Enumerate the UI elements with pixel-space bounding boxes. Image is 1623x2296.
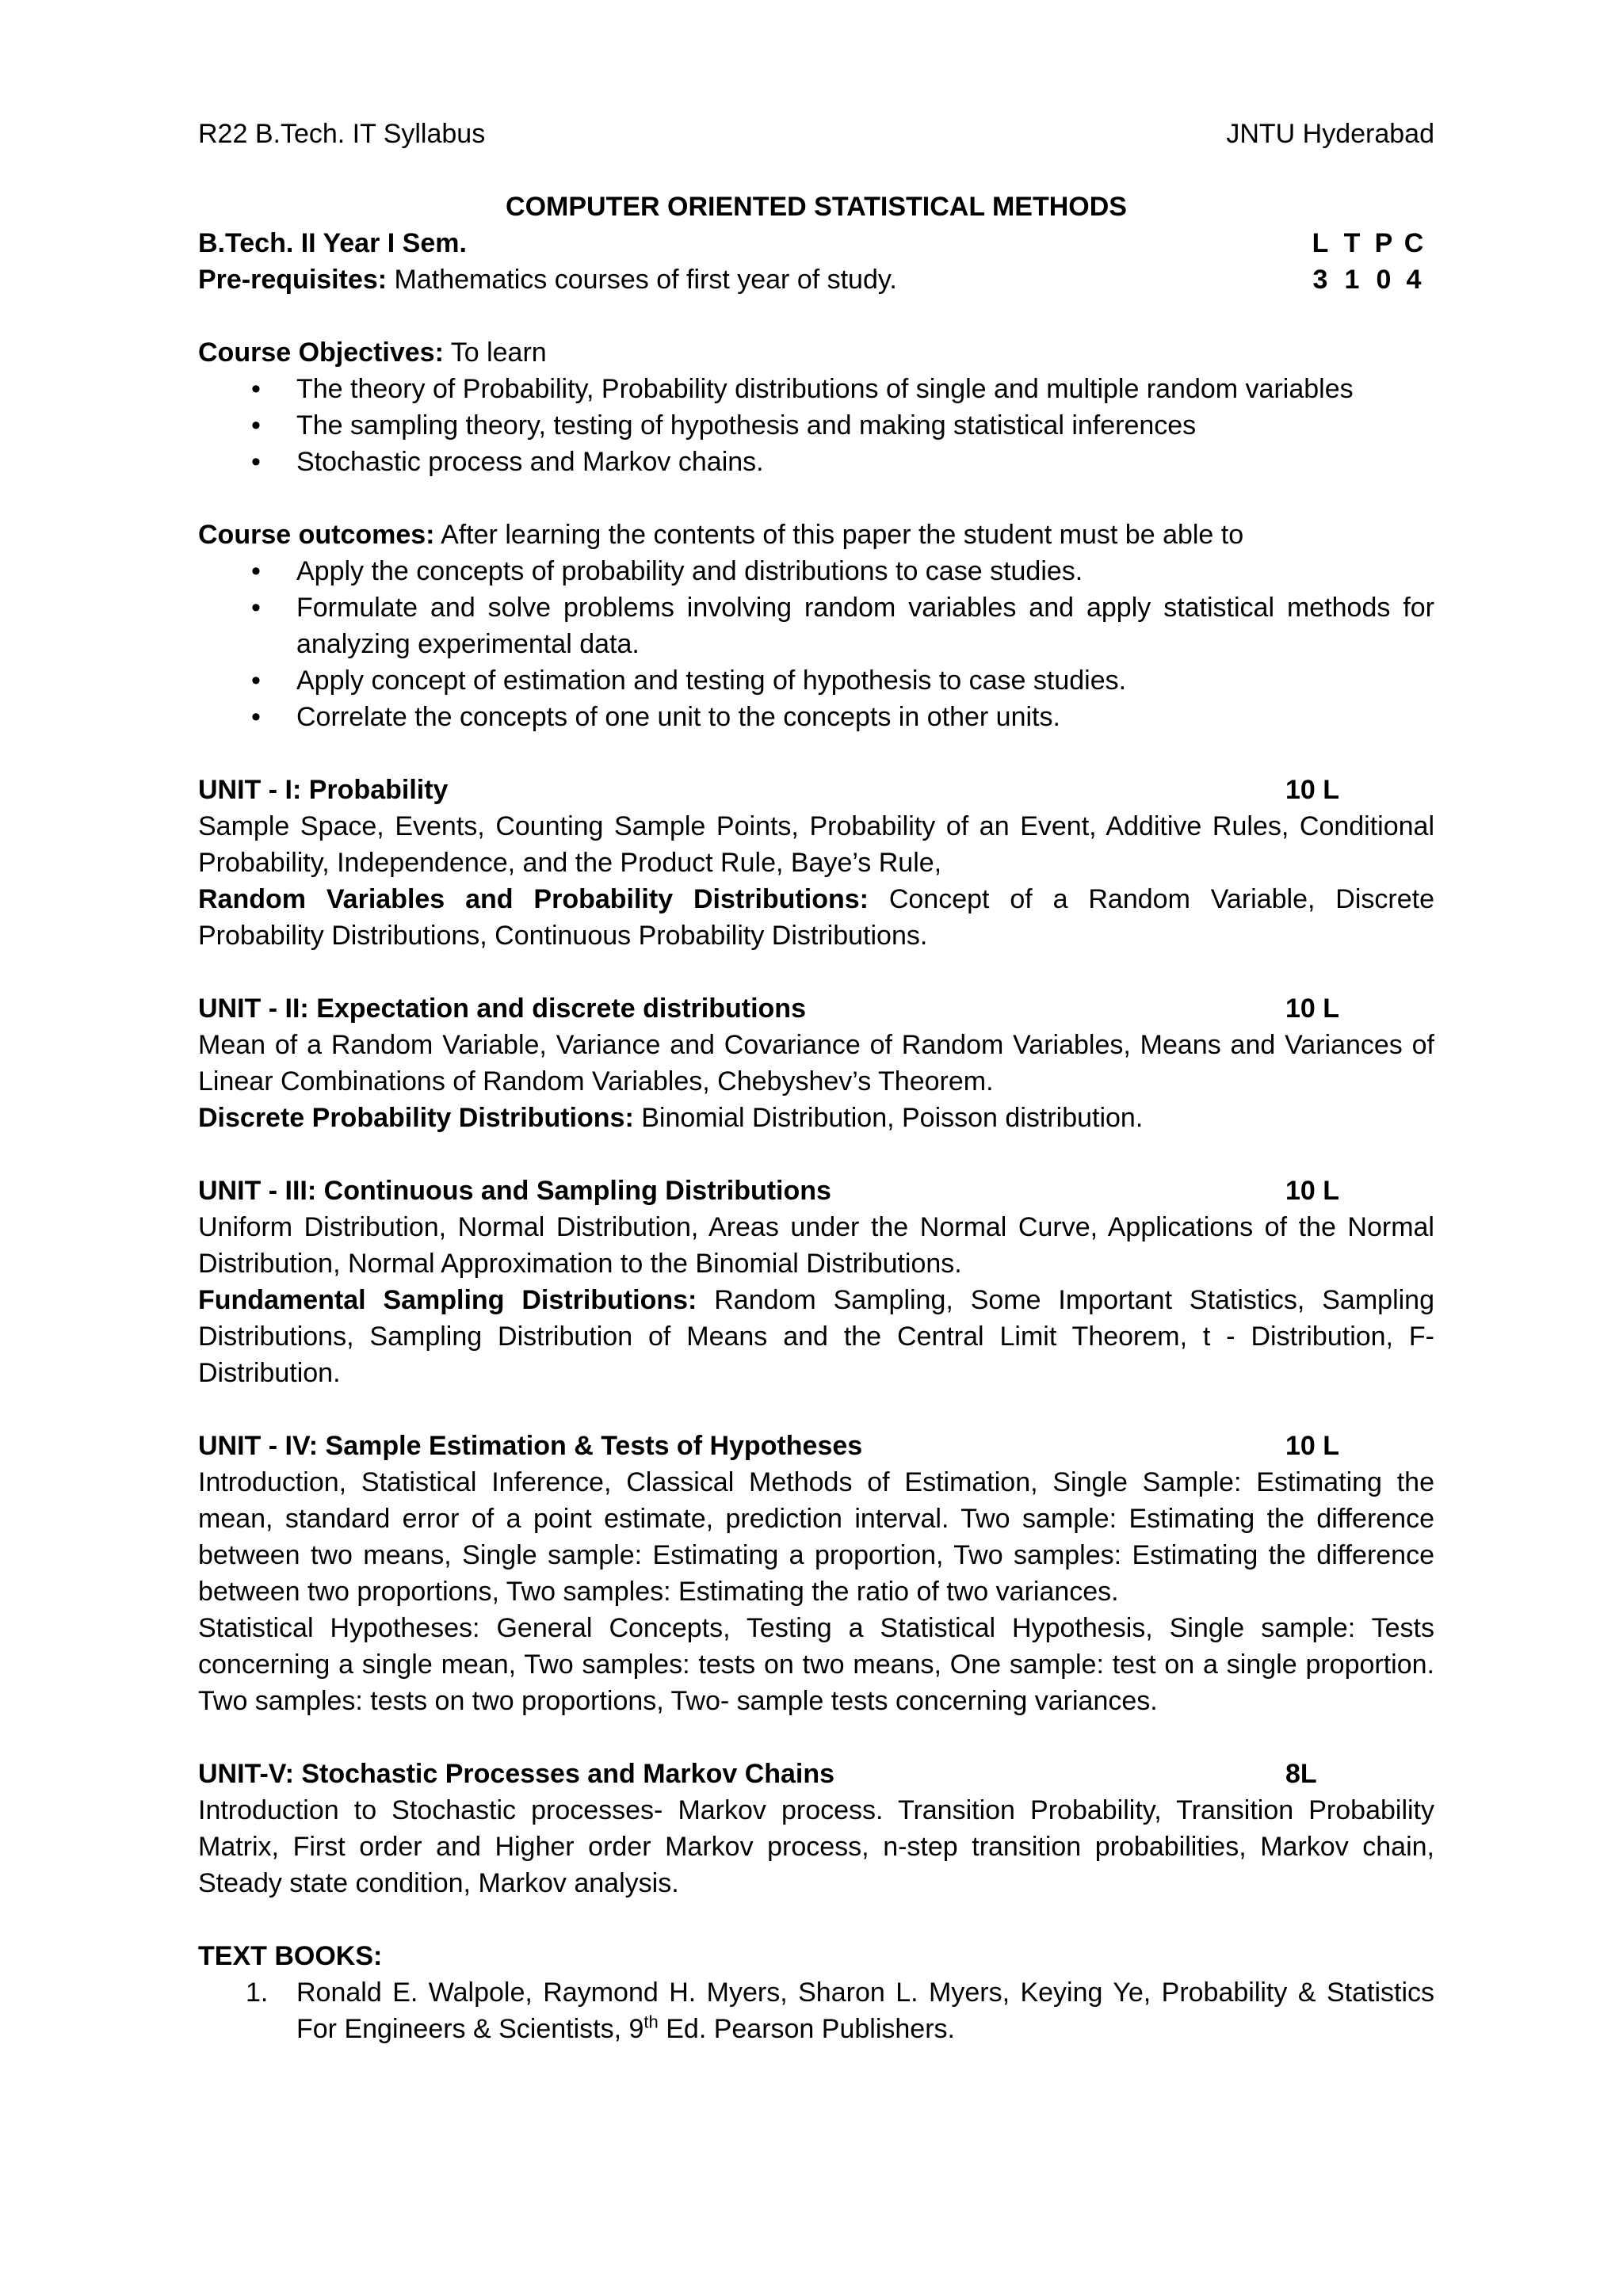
- ltpc-value-l: 3: [1312, 265, 1328, 295]
- objectives-intro-text: To learn: [443, 338, 547, 368]
- unit-heading: [198, 1428, 1434, 1464]
- unit-title: UNIT-V: Stochastic Processes and Markov Chains: [198, 1759, 835, 1789]
- unit-title: UNIT - III: Continuous and Sampling Distributions: [198, 1176, 831, 1206]
- ltpc-table: [1304, 225, 1428, 298]
- unit-title: UNIT - I: Probability: [198, 775, 449, 805]
- ltpc-label-l: L: [1312, 228, 1329, 258]
- unit-hours: 10 L: [1285, 775, 1340, 805]
- text-books-list: [198, 1974, 1434, 2047]
- objectives-label: Course Objectives:: [198, 338, 444, 368]
- course-title: COMPUTER ORIENTED STATISTICAL METHODS: [506, 192, 1127, 222]
- unit-4: [198, 1428, 1434, 1719]
- unit-3: [198, 1173, 1434, 1391]
- list-item: • Correlate the concepts of one unit to the concepts in other units.: [198, 699, 1434, 735]
- semester-label: B.Tech. II Year I Sem.: [198, 228, 467, 258]
- objectives-list: [198, 371, 1434, 480]
- prerequisites-label: Pre-requisites:: [198, 265, 388, 295]
- ltpc-value-p: 0: [1376, 265, 1392, 295]
- book-text: Ronald E. Walpole, Raymond H. Myers, Sharon L. Myers, Keying Ye, Probability & Statistics For Engineers & Scientists, 9: [296, 1978, 1434, 2044]
- unit-2: [198, 990, 1434, 1136]
- unit-paragraph: [198, 881, 1434, 954]
- list-item: • Formulate and solve problems involving random variables and apply statistical methods for analyzing experimental data.: [198, 589, 1434, 662]
- topic-text: Concept of a Random Variable, Discrete Probability Distributions, Continuous Probability Distributions.: [198, 884, 1434, 951]
- list-item: • Apply the concepts of probability and distributions to case studies.: [198, 553, 1434, 589]
- ltpc-label-p: P: [1374, 228, 1393, 258]
- unit-hours: 10 L: [1285, 1431, 1340, 1461]
- topic-label: Random Variables and Probability Distributions:: [198, 884, 869, 914]
- unit-paragraph: Introduction to Stochastic processes- Markov process. Transition Probability, Transition Probability Matrix, First order and Higher order Markov process, n-step transition probabilities, Markov chain, Steady state condition, Markov analysis.: [198, 1795, 1434, 1898]
- unit-paragraph: Sample Space, Events, Counting Sample Points, Probability of an Event, Additive Rules, Conditional Probability, Independence, and the Product Rule, Baye’s Rule,: [198, 811, 1434, 878]
- semester-row: [198, 225, 1434, 298]
- unit-paragraph: Mean of a Random Variable, Variance and Covariance of Random Variables, Means and Variances of Linear Combinations of Random Variables, Chebyshev’s Theorem.: [198, 1030, 1434, 1097]
- unit-heading: [198, 1756, 1434, 1792]
- prerequisites-text: Mathematics courses of first year of study.: [387, 265, 897, 295]
- topic-text: Binomial Distribution, Poisson distribution.: [633, 1103, 1144, 1133]
- unit-paragraph: Statistical Hypotheses: General Concepts, Testing a Statistical Hypothesis, Single sample: Tests concerning a single mean, Two samples: tests on two means, One sample: test on a single proportion. Two samples: tests on two proportions, Two- sample tests concerning variances.: [198, 1613, 1434, 1716]
- ltpc-value-c: 4: [1406, 265, 1422, 295]
- ltpc-label-t: T: [1343, 228, 1361, 258]
- objectives-intro: [198, 334, 1434, 371]
- unit-paragraph: [198, 1100, 1434, 1136]
- unit-paragraph: Uniform Distribution, Normal Distribution, Areas under the Normal Curve, Applications of the Normal Distribution, Normal Approximation to the Binomial Distributions.: [198, 1212, 1434, 1279]
- outcomes-list: [198, 553, 1434, 735]
- list-item: • Stochastic process and Markov chains.: [198, 444, 1434, 480]
- topic-label: Discrete Probability Distributions:: [198, 1103, 634, 1133]
- course-objectives: [198, 334, 1434, 480]
- page-header: [198, 116, 1434, 152]
- topic-text: Random Sampling, Some Important Statistics, Sampling Distributions, Sampling Distribution of Means and the Central Limit Theorem, t - Distribution, F-Distribution.: [198, 1285, 1434, 1388]
- list-item: [198, 1974, 1434, 2047]
- unit-5: [198, 1756, 1434, 1901]
- list-item: • The sampling theory, testing of hypothesis and making statistical inferences: [198, 407, 1434, 444]
- unit-heading: [198, 990, 1434, 1027]
- unit-title: UNIT - II: Expectation and discrete distributions: [198, 994, 806, 1024]
- ltpc-labels: [1304, 225, 1428, 261]
- ltpc-label-c: C: [1403, 228, 1424, 258]
- outcomes-intro: [198, 517, 1434, 553]
- text-books: [198, 1938, 1434, 2047]
- unit-heading: [198, 1173, 1434, 1209]
- unit-paragraph: Introduction, Statistical Inference, Classical Methods of Estimation, Single Sample: Estimating the mean, standard error of a point estimate, prediction interval. Two sample: Estimating the difference between two means, Single sample: Estimating a proportion, Two samples: Estimating the difference between two proportions, Two samples: Estimating the ratio of two variances.: [198, 1467, 1434, 1607]
- unit-paragraph: [198, 1282, 1434, 1391]
- outcomes-intro-text: After learning the contents of this paper the student must be able to: [434, 520, 1244, 550]
- unit-hours: 10 L: [1285, 994, 1340, 1024]
- ltpc-value-t: 1: [1344, 265, 1360, 295]
- book-text-end: Ed. Pearson Publishers.: [658, 2014, 955, 2044]
- list-item: • Apply concept of estimation and testing of hypothesis to case studies.: [198, 662, 1434, 699]
- text-books-heading: [198, 1938, 1434, 1974]
- topic-label: Fundamental Sampling Distributions:: [198, 1285, 697, 1315]
- page-content: [198, 116, 1434, 2084]
- superscript: th: [643, 2012, 659, 2032]
- unit-hours: 10 L: [1285, 1176, 1340, 1206]
- unit-title: UNIT - IV: Sample Estimation & Tests of Hypotheses: [198, 1431, 863, 1461]
- outcomes-label: Course outcomes:: [198, 520, 435, 550]
- unit-hours: 8L: [1285, 1759, 1317, 1789]
- unit-1: [198, 772, 1434, 954]
- course-outcomes: [198, 517, 1434, 735]
- header-left: R22 B.Tech. IT Syllabus: [198, 119, 486, 149]
- header-right: JNTU Hyderabad: [1226, 119, 1434, 149]
- list-number: 1.: [246, 1978, 269, 2008]
- unit-heading: [198, 772, 1434, 808]
- ltpc-values: [1304, 261, 1428, 298]
- list-item: • The theory of Probability, Probability distributions of single and multiple random variables: [198, 371, 1434, 407]
- text-books-heading-label: TEXT BOOKS:: [198, 1941, 383, 1971]
